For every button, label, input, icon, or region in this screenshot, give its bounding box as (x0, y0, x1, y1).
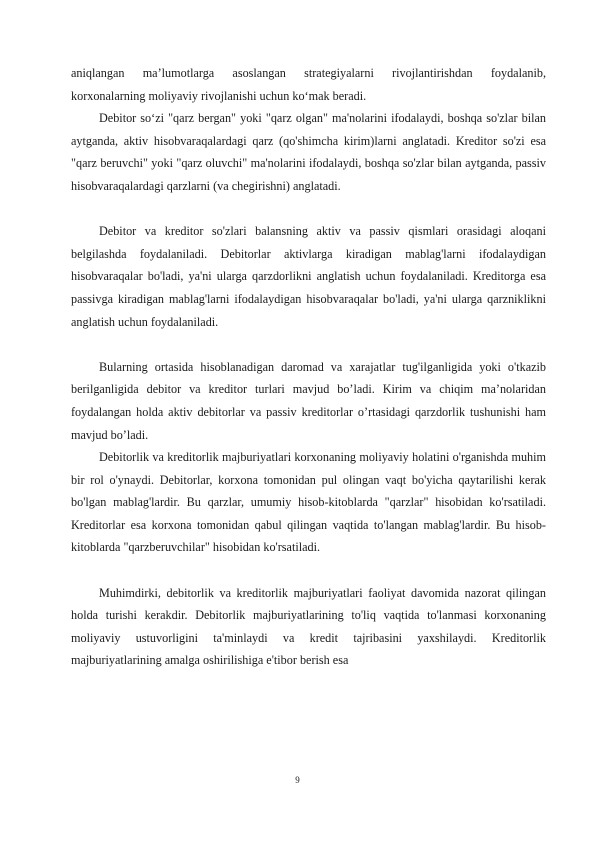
paragraph-2: Debitor so‘zi "qarz bergan" yoki "qarz olgan" ma'nolarini ifodalaydi, boshqa so'zlar bilan aytganda, aktiv hisobvaraqalardagi qarz (qo'shimcha kirim)larni anglatadi. Kreditor so'zi esa "qarz beruvchi" yoki "qarz oluvchi" ma'nolarini ifodalaydi, boshqa so'zlar bilan aytganda, passiv hisobvaraqalardagi qarzlarni (va chegirishni) anglatadi. (71, 111, 546, 193)
paragraph-1: aniqlangan ma’lumotlarga asoslangan strategiyalarni rivojlantirishdan foydalanib, korxonalarning moliyaviy rivojlanishi uchun ko‘mak beradi. (71, 66, 546, 103)
page-number: 9 (295, 775, 300, 785)
paragraph-4: Bularning ortasida hisoblanadigan daromad va xarajatlar tug'ilganligida yoki o'tkazib berilganligida debitor va kreditor turlari mavjud bo’ladi. Kirim va chiqim ma’nolaridan foydalangan holda aktiv debitorlar va passiv kreditorlar o’rtasidagi qarzdorlik tushunishi ham mavjud bo’ladi. (71, 359, 546, 442)
paragraph-3: Debitor va kreditor so'zlari balansning aktiv va passiv qismlari orasidagi aloqani belgilashda foydalaniladi. Debitorlar aktivlarga kiradigan mablag'larni ifodalaydigan hisobvaraqalar bo'ladi, ya'ni ularga qarzdorlikni anglatish uchun foydalaniladi. Kreditorga esa passivga kiradigan mablag'larni ifodalaydigan hisobvaraqalar bo'ladi, ya'ni ularga qarzniklikni anglatish uchun foydalaniladi. (71, 224, 546, 329)
paragraph-5: Debitorlik va kreditorlik majburiyatlari korxonaning moliyaviy holatini o'rganishda muhim bir rol o'ynaydi. Debitorlar, korxona tomonidan pul olingan vaqt bo'yicha qaytarilishi kerak bo'lgan mablag'lardir. Bu qarzlar, umumiy hisob-kitoblarda "qarzlar" hisobidan ko'rsatiladi. Kreditorlar esa korxona tomonidan qabul qilingan vaqtida to'langan mablag'lardir. Bu hisob-kitoblarda "qarzberuvchilar" hisobidan ko'rsatiladi. (71, 450, 546, 555)
document-body (71, 62, 546, 672)
paragraph-6: Muhimdirki, debitorlik va kreditorlik majburiyatlari faoliyat davomida nazorat qilingan holda turishi kerakdir. Debitorlik majburiyatlarining to'liq vaqtida to'lanmasi korxonaning moliyaviy ustuvorligini ta'minlaydi va kredit tajribasini yaxshilaydi. Kreditorlik majburiyatlarining amalga oshirilishiga e'tibor berish esa (71, 585, 546, 668)
